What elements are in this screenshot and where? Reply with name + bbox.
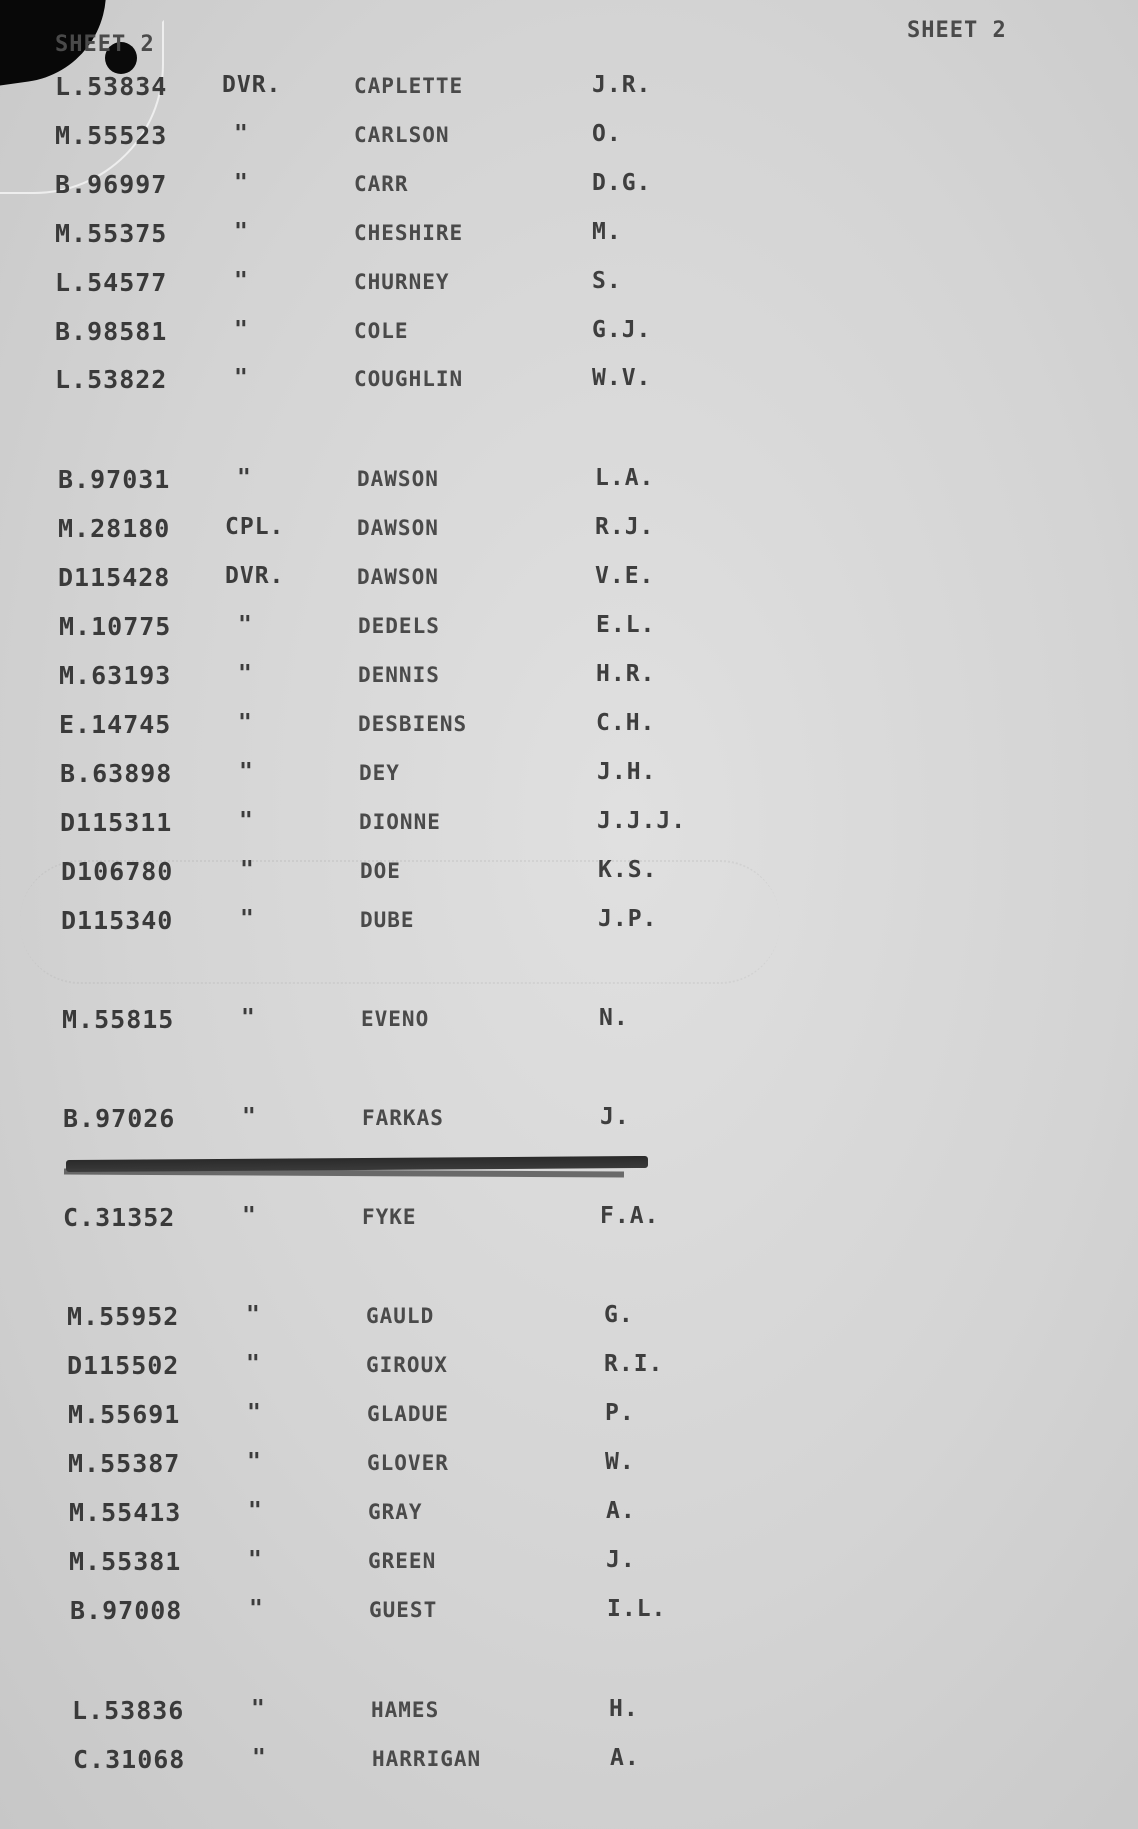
roster-row-24-rank: " xyxy=(247,1449,262,1475)
roster-row-26-initials: J. xyxy=(606,1547,636,1573)
roster-row-19-surname: FARKAS xyxy=(362,1106,444,1130)
roster-row-22-initials: R.I. xyxy=(604,1351,664,1377)
roster-row-3-service-number: B.96997 xyxy=(55,170,168,199)
roster-row-4-rank: " xyxy=(234,219,249,245)
roster-row-7-initials: W.V. xyxy=(592,365,652,391)
roster-row-24-service-number: M.55387 xyxy=(68,1449,181,1478)
roster-row-3-surname: CARR xyxy=(354,172,409,196)
roster-row-28-rank: " xyxy=(251,1696,266,1722)
roster-row-20-initials: F.A. xyxy=(600,1203,660,1229)
roster-row-7-rank: " xyxy=(234,365,249,391)
roster-row-5-rank: " xyxy=(234,268,249,294)
roster-row-28-surname: HAMES xyxy=(371,1698,440,1722)
roster-row-8-initials: L.A. xyxy=(595,465,655,491)
roster-row-23-surname: GLADUE xyxy=(367,1402,449,1426)
roster-row-6-rank: " xyxy=(234,317,249,343)
roster-row-8-rank: " xyxy=(237,465,252,491)
roster-row-17-rank: " xyxy=(240,906,255,932)
roster-row-19-initials: J. xyxy=(600,1104,630,1130)
roster-row-22-surname: GIROUX xyxy=(366,1353,448,1377)
roster-row-1-service-number: L.53834 xyxy=(55,72,168,101)
roster-row-16-service-number: D106780 xyxy=(61,857,174,886)
roster-row-25-initials: A. xyxy=(606,1498,636,1524)
roster-row-6-initials: G.J. xyxy=(592,317,652,343)
roster-row-7-service-number: L.53822 xyxy=(55,365,168,394)
roster-row-24-surname: GLOVER xyxy=(367,1451,449,1475)
roster-row-11-rank: " xyxy=(238,612,253,638)
roster-row-23-initials: P. xyxy=(605,1400,635,1426)
roster-row-19-rank: " xyxy=(242,1104,257,1130)
roster-row-4-service-number: M.55375 xyxy=(55,219,168,248)
roster-row-24-initials: W. xyxy=(605,1449,635,1475)
roster-row-6-service-number: B.98581 xyxy=(55,317,168,346)
roster-row-14-surname: DEY xyxy=(359,761,400,785)
roster-row-5-service-number: L.54577 xyxy=(55,268,168,297)
roster-row-27-service-number: B.97008 xyxy=(70,1596,183,1625)
roster-row-3-initials: D.G. xyxy=(592,170,652,196)
roster-row-9-surname: DAWSON xyxy=(357,516,439,540)
roster-row-12-initials: H.R. xyxy=(596,661,656,687)
roster-row-16-initials: K.S. xyxy=(598,857,658,883)
roster-row-1-rank: DVR. xyxy=(222,72,282,98)
roster-row-1-initials: J.R. xyxy=(592,72,652,98)
roster-row-17-surname: DUBE xyxy=(360,908,415,932)
roster-row-12-service-number: M.63193 xyxy=(59,661,172,690)
roster-row-25-service-number: M.55413 xyxy=(69,1498,182,1527)
roster-row-8-service-number: B.97031 xyxy=(58,465,171,494)
roster-row-13-rank: " xyxy=(238,710,253,736)
roster-row-20-rank: " xyxy=(242,1203,257,1229)
roster-row-13-initials: C.H. xyxy=(596,710,656,736)
roster-row-15-rank: " xyxy=(239,808,254,834)
roster-row-18-service-number: M.55815 xyxy=(62,1005,175,1034)
roster-row-27-rank: " xyxy=(249,1596,264,1622)
roster-row-4-initials: M. xyxy=(592,219,622,245)
roster-row-15-service-number: D115311 xyxy=(60,808,173,837)
roster-row-14-rank: " xyxy=(239,759,254,785)
roster-row-10-service-number: D115428 xyxy=(58,563,171,592)
roster-row-2-initials: O. xyxy=(592,121,622,147)
roster-row-28-initials: H. xyxy=(609,1696,639,1722)
roster-row-25-surname: GRAY xyxy=(368,1500,423,1524)
roster-row-18-rank: " xyxy=(241,1005,256,1031)
roster-row-20-surname: FYKE xyxy=(362,1205,417,1229)
roster-row-20-service-number: C.31352 xyxy=(63,1203,176,1232)
roster-row-29-service-number: C.31068 xyxy=(73,1745,186,1774)
roster-row-2-rank: " xyxy=(234,121,249,147)
roster-row-1-surname: CAPLETTE xyxy=(354,74,464,98)
roster-row-28-service-number: L.53836 xyxy=(72,1696,185,1725)
roster-row-12-rank: " xyxy=(238,661,253,687)
roster-row-26-rank: " xyxy=(248,1547,263,1573)
sheet-label-right: SHEET 2 xyxy=(907,18,1007,43)
roster-row-4-surname: CHESHIRE xyxy=(354,221,464,245)
roster-row-21-initials: G. xyxy=(604,1302,634,1328)
roster-row-26-service-number: M.55381 xyxy=(69,1547,182,1576)
roster-row-11-surname: DEDELS xyxy=(358,614,440,638)
roster-row-11-initials: E.L. xyxy=(596,612,656,638)
roster-row-10-rank: DVR. xyxy=(225,563,285,589)
roster-row-5-initials: S. xyxy=(592,268,622,294)
roster-row-2-service-number: M.55523 xyxy=(55,121,168,150)
roster-row-17-initials: J.P. xyxy=(598,906,658,932)
roster-row-21-surname: GAULD xyxy=(366,1304,435,1328)
roster-row-26-surname: GREEN xyxy=(368,1549,437,1573)
roster-row-18-initials: N. xyxy=(599,1005,629,1031)
sheet-label-left: SHEET 2 xyxy=(55,32,155,57)
roster-row-14-initials: J.H. xyxy=(597,759,657,785)
roster-row-25-rank: " xyxy=(248,1498,263,1524)
roster-row-19-service-number: B.97026 xyxy=(63,1104,176,1133)
roster-row-12-surname: DENNIS xyxy=(358,663,440,687)
roster-row-27-surname: GUEST xyxy=(369,1598,438,1622)
roster-row-9-rank: CPL. xyxy=(225,514,285,540)
roster-row-16-rank: " xyxy=(240,857,255,883)
roster-row-14-service-number: B.63898 xyxy=(60,759,173,788)
roster-row-11-service-number: M.10775 xyxy=(59,612,172,641)
roster-row-15-surname: DIONNE xyxy=(359,810,441,834)
roster-row-13-service-number: E.14745 xyxy=(59,710,172,739)
roster-row-5-surname: CHURNEY xyxy=(354,270,450,294)
roster-row-15-initials: J.J.J. xyxy=(597,808,687,834)
roster-row-16-surname: DOE xyxy=(360,859,401,883)
struck-out-row-line xyxy=(64,1169,624,1178)
roster-row-10-surname: DAWSON xyxy=(357,565,439,589)
roster-row-13-surname: DESBIENS xyxy=(358,712,468,736)
roster-row-8-surname: DAWSON xyxy=(357,467,439,491)
roster-row-3-rank: " xyxy=(234,170,249,196)
roster-row-17-service-number: D115340 xyxy=(61,906,174,935)
roster-row-2-surname: CARLSON xyxy=(354,123,450,147)
roster-row-18-surname: EVENO xyxy=(361,1007,430,1031)
roster-row-27-initials: I.L. xyxy=(607,1596,667,1622)
roster-row-23-rank: " xyxy=(247,1400,262,1426)
roster-row-23-service-number: M.55691 xyxy=(68,1400,181,1429)
roster-row-6-surname: COLE xyxy=(354,319,409,343)
roster-row-7-surname: COUGHLIN xyxy=(354,367,464,391)
roster-row-21-service-number: M.55952 xyxy=(67,1302,180,1331)
roster-row-9-service-number: M.28180 xyxy=(58,514,171,543)
roster-row-22-service-number: D115502 xyxy=(67,1351,180,1380)
roster-row-9-initials: R.J. xyxy=(595,514,655,540)
roster-row-29-initials: A. xyxy=(610,1745,640,1771)
roster-row-29-surname: HARRIGAN xyxy=(372,1747,482,1771)
roster-row-29-rank: " xyxy=(252,1745,267,1771)
roster-row-22-rank: " xyxy=(246,1351,261,1377)
roster-row-21-rank: " xyxy=(246,1302,261,1328)
roster-row-10-initials: V.E. xyxy=(595,563,655,589)
